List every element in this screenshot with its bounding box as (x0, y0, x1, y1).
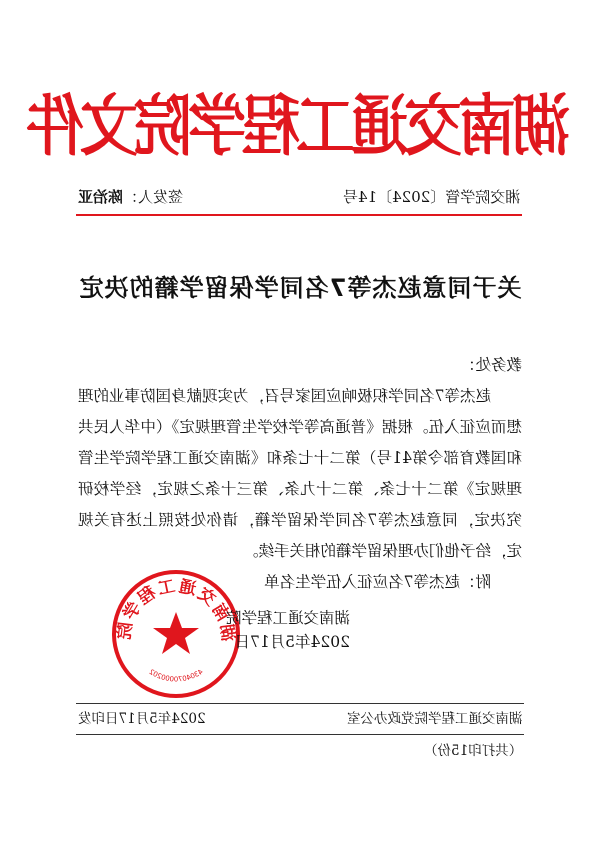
footer-row (78, 708, 522, 730)
issuer-title: 湖南交通工程学院文件 (30, 86, 571, 166)
attachment-note: 附：赵杰等7名应征入伍学生名单 (264, 573, 491, 591)
doc-number: 湘交院学管〔2024〕14号 (342, 188, 520, 206)
signer-label: 签发人： (123, 188, 184, 206)
footer-rule-top (76, 703, 524, 704)
red-divider (76, 214, 522, 216)
sign-date: 2024年5月17日 (234, 633, 350, 651)
sign-org: 湖南交通工程学院 (225, 609, 350, 627)
document-title: 关于同意赵杰等7名同学保留学籍的决定 (78, 274, 522, 302)
doc-number-row (78, 185, 520, 209)
signature-block (150, 606, 350, 654)
signer-name: 陈治亚 (78, 188, 124, 206)
document-body (78, 350, 522, 598)
signer (78, 185, 183, 209)
print-date: 2024年5月17日印发 (78, 711, 206, 727)
svg-text:4304070000202 (147, 668, 204, 684)
copies-note: （共打印15份） (423, 743, 522, 759)
seal-ring-text: 湖南交通工程学院 (114, 576, 238, 643)
issuing-office: 湖南交通工程学院党政办公室 (346, 711, 522, 727)
body-paragraph: 赵杰等7名同学积极响应国家号召，为实现献身国防事业的理想而应征入伍。根据《普通高等学校学生管理规定》（中华人民共和国教育部令第41号）第二十七条和《湖南交通工程学院学生管理规定》第二十七条、第二十九条、第三十条之规定，经学校研究决定，同意赵杰等7名同学保留学籍，请你处按照上述有关规定，给予他们办理保留学籍的相关手续。 (78, 387, 522, 560)
salutation: 教务处： (459, 356, 522, 374)
seal-serial: 4304070000202 (147, 667, 205, 684)
footer-rule-bottom (76, 734, 524, 735)
